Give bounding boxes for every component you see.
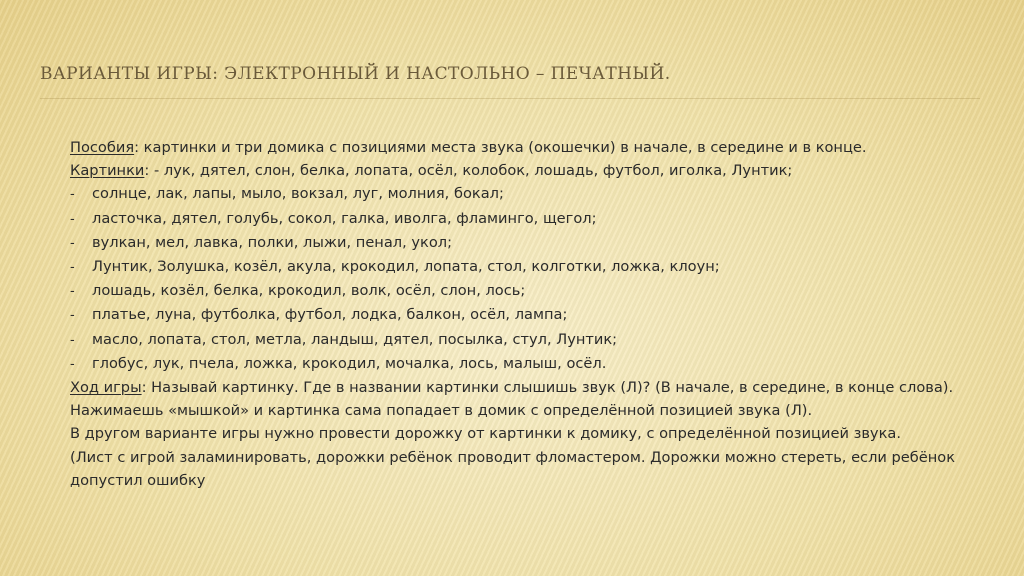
bullet-marker: - xyxy=(70,235,75,251)
title-divider xyxy=(40,98,980,99)
bullet-marker: - xyxy=(70,308,75,324)
list-item-text: солнце, лак, лапы, мыло, вокзал, луг, молния, бокал; xyxy=(92,185,504,203)
list-item xyxy=(70,182,1010,206)
list-item xyxy=(70,303,1010,327)
bullet-marker: - xyxy=(70,187,75,203)
paragraph-line: допустил ошибку xyxy=(70,471,206,489)
gameplay-text: : Называй картинку. Где в названии картинки слышишь звук (Л)? (В начале, в середине, в конце слова). xyxy=(141,379,954,397)
slide-title: ВАРИАНТЫ ИГРЫ: ЭЛЕКТРОННЫЙ И НАСТОЛЬНО – ПЕЧАТНЫЙ. xyxy=(40,64,671,84)
slide-body xyxy=(70,136,1010,492)
list-item-text: масло, лопата, стол, метла, ландыш, дятел, посылка, стул, Лунтик; xyxy=(92,330,618,348)
list-item-text: глобус, лук, пчела, ложка, крокодил, мочалка, лось, малыш, осёл. xyxy=(92,354,607,372)
list-item-text: платье, луна, футболка, футбол, лодка, балкон, осёл, лампа; xyxy=(92,306,568,324)
aids-text: : картинки и три домика с позициями места звука (окошечки) в начале, в середине и в конце. xyxy=(134,139,867,156)
list-item xyxy=(70,231,1010,255)
bullet-marker: - xyxy=(70,332,75,348)
list-item-text: Лунтик, Золушка, козёл, акула, крокодил, лопата, стол, колготки, ложка, клоун; xyxy=(92,258,720,276)
aids-line xyxy=(70,136,1010,159)
bullet-marker: - xyxy=(70,356,75,372)
list-item-text: вулкан, мел, лавка, полки, лыжи, пенал, укол; xyxy=(92,233,453,251)
list-item xyxy=(70,328,1010,352)
list-item xyxy=(70,352,1010,376)
bullet-marker: - xyxy=(70,260,75,276)
pictures-label: Картинки xyxy=(70,162,145,180)
pictures-line xyxy=(70,159,1010,182)
gameplay-label: Ход игры xyxy=(70,379,142,397)
paragraph-line: Нажимаешь «мышкой» и картинка сама попадает в домик с определённой позицией звука (Л). xyxy=(70,402,813,420)
list-item-text: лошадь, козёл, белка, крокодил, волк, осёл, слон, лось; xyxy=(92,282,526,300)
bullet-marker: - xyxy=(70,211,75,227)
aids-label: Пособия xyxy=(70,139,135,156)
paragraph-line: В другом варианте игры нужно провести дорожку от картинки к домику, с определённой позицией звука. xyxy=(70,425,901,443)
bullet-marker: - xyxy=(70,284,75,300)
list-item xyxy=(70,255,1010,279)
gameplay-line xyxy=(70,376,1010,399)
list-item-text: ласточка, дятел, голубь, сокол, галка, иволга, фламинго, щегол; xyxy=(92,209,597,227)
paragraph-line: (Лист с игрой заламинировать, дорожки ребёнок проводит фломастером. Дорожки можно стереть, если ребёнок xyxy=(70,448,956,466)
list-item xyxy=(70,279,1010,303)
pictures-text: : - лук, дятел, слон, белка, лопата, осёл, колобок, лошадь, футбол, иголка, Лунтик; xyxy=(144,162,793,180)
list-item xyxy=(70,207,1010,231)
